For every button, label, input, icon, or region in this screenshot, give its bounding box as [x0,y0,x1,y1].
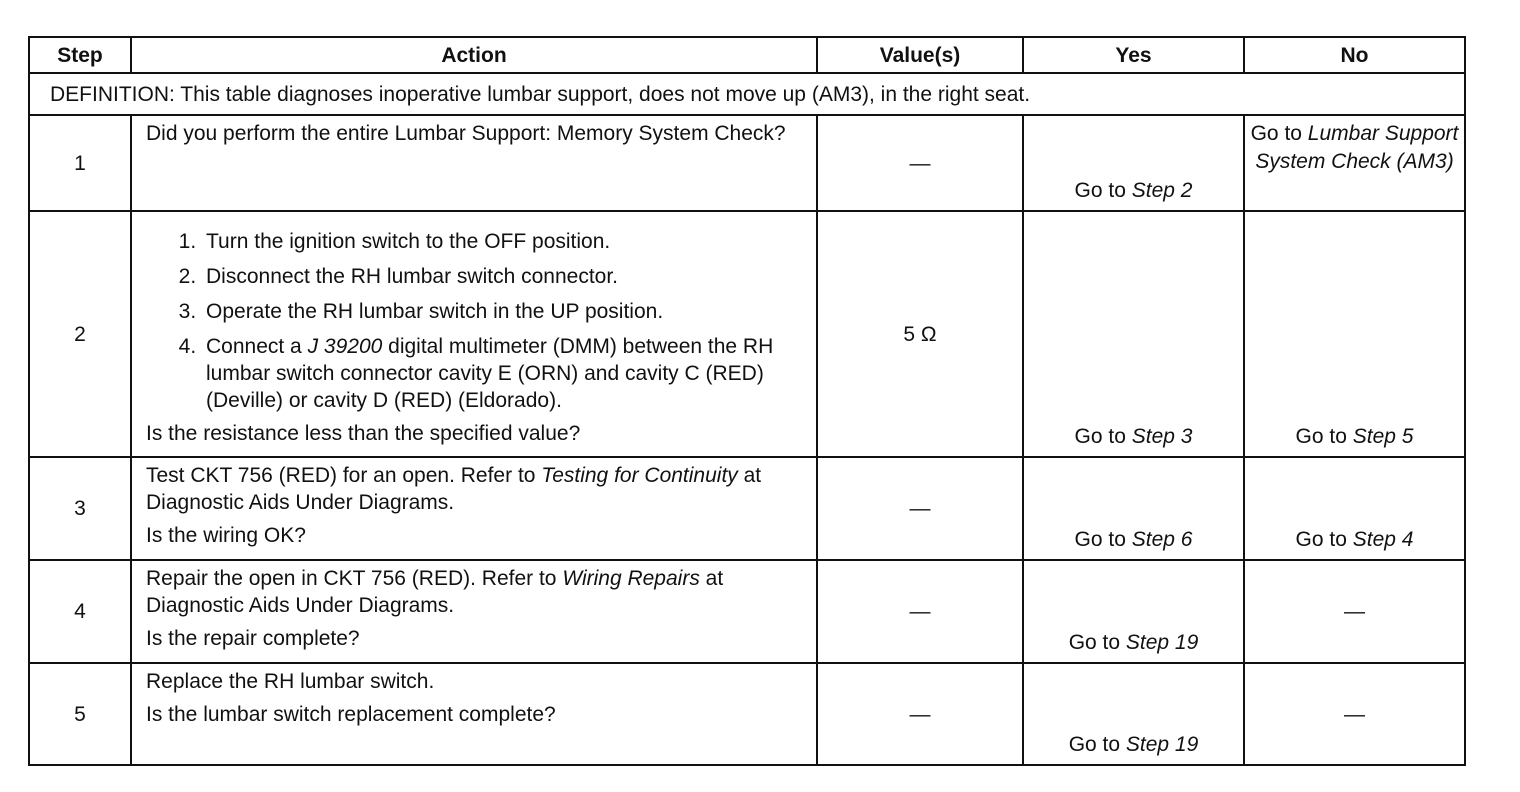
step-number: 2 [29,211,131,457]
action-cell [131,663,817,765]
question-text: Is the lumbar switch replacement complete? [146,703,556,726]
definition-text: DEFINITION: This table diagnoses inoperative lumbar support, does not move up (AM3), in the right seat. [29,73,1465,115]
yes-cell [1023,663,1244,765]
substep-item: 1. Turn the ignition switch to the OFF position. [202,228,806,255]
table-row [29,560,1465,663]
yes-step-link[interactable]: Step 19 [1125,631,1199,654]
action-text: Repair the open in CKT 756 (RED). Refer to Wiring Repairs at Diagnostic Aids Under Diagrams. [146,567,724,617]
definition-row [29,73,1465,115]
no-prefix: Go to [1250,122,1308,145]
action-cell [131,115,817,211]
header-no: No [1244,37,1465,73]
yes-step-link[interactable]: Step 3 [1131,425,1193,448]
substep-item: 2. Disconnect the RH lumbar switch connector. [202,263,806,290]
no-prefix: Go to [1295,425,1353,448]
yes-cell [1023,211,1244,457]
tool-ref: J 39200 [307,335,383,358]
step-number: 1 [29,115,131,211]
no-step-link[interactable]: Lumbar Support System Check (AM3) [1255,122,1459,173]
substep-item: 4. Connect a J 39200 digital multimeter (DMM) between the RH lumbar switch connector cavity E (ORN) and cavity C (RED) (Deville) or cavity D (RED) (Eldorado). [202,333,806,414]
question-text: Is the wiring OK? [146,524,306,547]
yes-cell [1023,457,1244,560]
step-number: 3 [29,457,131,560]
value-cell: — [817,663,1023,765]
no-step-link[interactable]: Step 4 [1352,528,1414,551]
header-step: Step [29,37,131,73]
no-cell [1244,115,1465,211]
question-text: Is the repair complete? [146,627,360,650]
no-prefix: Go to [1295,528,1353,551]
yes-prefix: Go to [1074,425,1132,448]
no-step-link[interactable]: Step 5 [1352,425,1414,448]
action-cell [131,560,817,663]
step-number: 5 [29,663,131,765]
no-cell: — [1244,560,1465,663]
diagnostic-table [28,36,1466,766]
no-cell: — [1244,663,1465,765]
yes-step-link[interactable]: Step 19 [1125,733,1199,756]
table-row [29,457,1465,560]
yes-prefix: Go to [1068,733,1126,756]
value-cell: — [817,115,1023,211]
action-text: Replace the RH lumbar switch. [146,670,435,693]
action-text: Did you perform the entire Lumbar Support: Memory System Check? [146,122,786,145]
yes-cell [1023,115,1244,211]
no-cell [1244,457,1465,560]
yes-prefix: Go to [1068,631,1126,654]
value-cell: 5 Ω [817,211,1023,457]
yes-prefix: Go to [1074,179,1132,202]
step-number: 4 [29,560,131,663]
header-action: Action [131,37,817,73]
yes-cell [1023,560,1244,663]
no-cell [1244,211,1465,457]
question-text: Is the resistance less than the specified value? [146,422,581,445]
header-row [29,37,1465,73]
action-cell [131,457,817,560]
action-text: Test CKT 756 (RED) for an open. Refer to Testing for Continuity at Diagnostic Aids Under Diagrams. [146,464,762,514]
header-yes: Yes [1023,37,1244,73]
substep-list [146,228,806,414]
yes-step-link[interactable]: Step 6 [1131,528,1193,551]
substep-item: 3. Operate the RH lumbar switch in the UP position. [202,298,806,325]
value-cell: — [817,457,1023,560]
yes-step-link[interactable]: Step 2 [1131,179,1193,202]
header-values: Value(s) [817,37,1023,73]
table-row [29,663,1465,765]
action-cell [131,211,817,457]
value-cell: — [817,560,1023,663]
reference-link[interactable]: Wiring Repairs [562,567,700,590]
yes-prefix: Go to [1074,528,1132,551]
reference-link[interactable]: Testing for Continuity [541,464,738,487]
table-row [29,115,1465,211]
table-row [29,211,1465,457]
